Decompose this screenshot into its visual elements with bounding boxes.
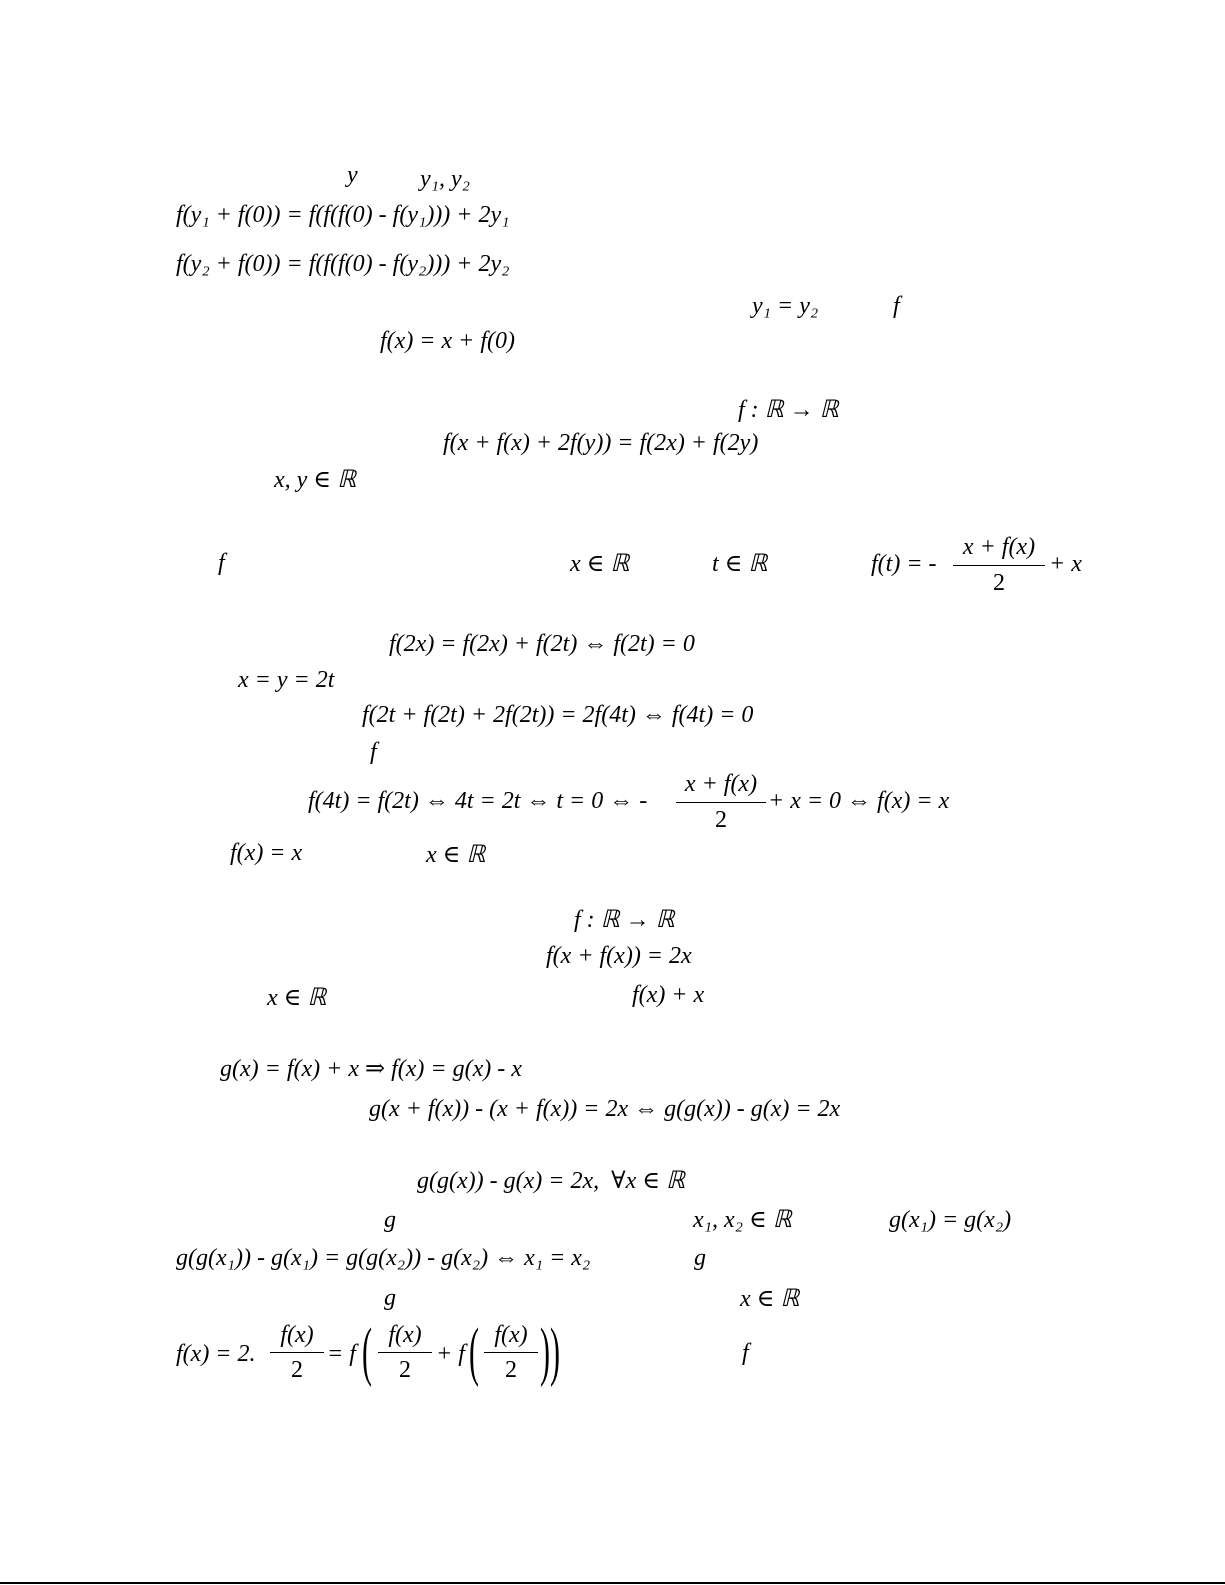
math-equation: f(x + f(x) + 2f(y)) = f(2x) + f(2y) <box>443 430 759 456</box>
math-equation: f(x + f(x)) = 2x <box>546 943 692 969</box>
math-inline: x ∈ ℝ <box>740 1286 800 1312</box>
math-equation: g(g(x)) - g(x) = 2x, ∀x ∈ ℝ <box>417 1168 686 1194</box>
math-inline: f : ℝ → ℝ <box>574 907 675 933</box>
math-inline: g <box>384 1207 396 1233</box>
big-paren-right: ) <box>550 1315 560 1389</box>
math-inline: y₁ = y₂ <box>752 293 819 319</box>
math-inline: f <box>893 293 900 319</box>
math-inline: f <box>742 1340 749 1366</box>
math-inline: f(x) = x <box>230 840 303 866</box>
math-equation-part: f(x) = 2. <box>176 1341 256 1367</box>
math-inline: f(t) = - <box>871 551 937 577</box>
math-inline: x₁, x₂ ∈ ℝ <box>693 1207 792 1233</box>
math-inline: x ∈ ℝ <box>426 842 486 868</box>
math-vars-y1-y2: y₁, y₂ <box>420 166 470 192</box>
math-equation: f(2t + f(2t) + 2f(2t)) = 2f(4t) ⇔ f(4t) = 0 <box>362 702 754 728</box>
math-inline: f <box>218 550 225 576</box>
math-inline: g <box>694 1245 706 1271</box>
math-equation-part: + f <box>436 1341 465 1367</box>
math-equation: g(x + f(x)) - (x + f(x)) = 2x ⇔ g(g(x)) - g(x) = 2x <box>369 1096 841 1122</box>
math-fraction: f(x) 2 <box>484 1322 538 1384</box>
big-paren-right: ) <box>540 1315 550 1389</box>
math-fraction: x + f(x) 2 <box>953 534 1045 594</box>
math-inline: t ∈ ℝ <box>712 551 768 577</box>
math-fraction: f(x) 2 <box>378 1322 432 1384</box>
math-inline: f(x) + x <box>632 982 705 1008</box>
math-inline: g <box>384 1285 396 1311</box>
math-inline: f <box>370 739 377 765</box>
math-inline: x ∈ ℝ <box>267 985 327 1011</box>
math-fraction: f(x) 2 <box>270 1322 324 1384</box>
math-inline: x ∈ ℝ <box>570 551 630 577</box>
math-equation: f(4t) = f(2t) ⇔ 4t = 2t ⇔ t = 0 ⇔ - <box>308 788 648 814</box>
math-equation-part: = f <box>327 1341 356 1367</box>
math-fraction: x + f(x) 2 <box>676 771 766 831</box>
big-paren-left: ( <box>469 1315 479 1389</box>
math-equation: f(x) = x + f(0) <box>380 328 515 354</box>
big-paren-left: ( <box>362 1315 372 1389</box>
math-equation: g(g(x₁)) - g(x₁) = g(g(x₂)) - g(x₂) ⇔ x₁ = x₂ <box>176 1245 591 1271</box>
math-inline: + x <box>1049 551 1082 577</box>
math-inline: f : ℝ → ℝ <box>738 397 839 423</box>
math-equation: f(y₂ + f(0)) = f(f(f(0) - f(y₂))) + 2y₂ <box>176 251 510 277</box>
math-var-y: y <box>347 162 358 188</box>
page-bottom-rule <box>0 1582 1225 1584</box>
math-equation: f(2x) = f(2x) + f(2t) ⇔ f(2t) = 0 <box>389 631 695 657</box>
math-equation: g(x) = f(x) + x ⇒ f(x) = g(x) - x <box>220 1056 522 1082</box>
math-inline: x = y = 2t <box>238 667 335 693</box>
math-equation: f(y₁ + f(0)) = f(f(f(0) - f(y₁))) + 2y₁ <box>176 202 510 228</box>
math-equation: + x = 0 ⇔ f(x) = x <box>768 788 950 814</box>
math-inline: x, y ∈ ℝ <box>274 467 357 493</box>
math-inline: g(x₁) = g(x₂) <box>889 1207 1012 1233</box>
